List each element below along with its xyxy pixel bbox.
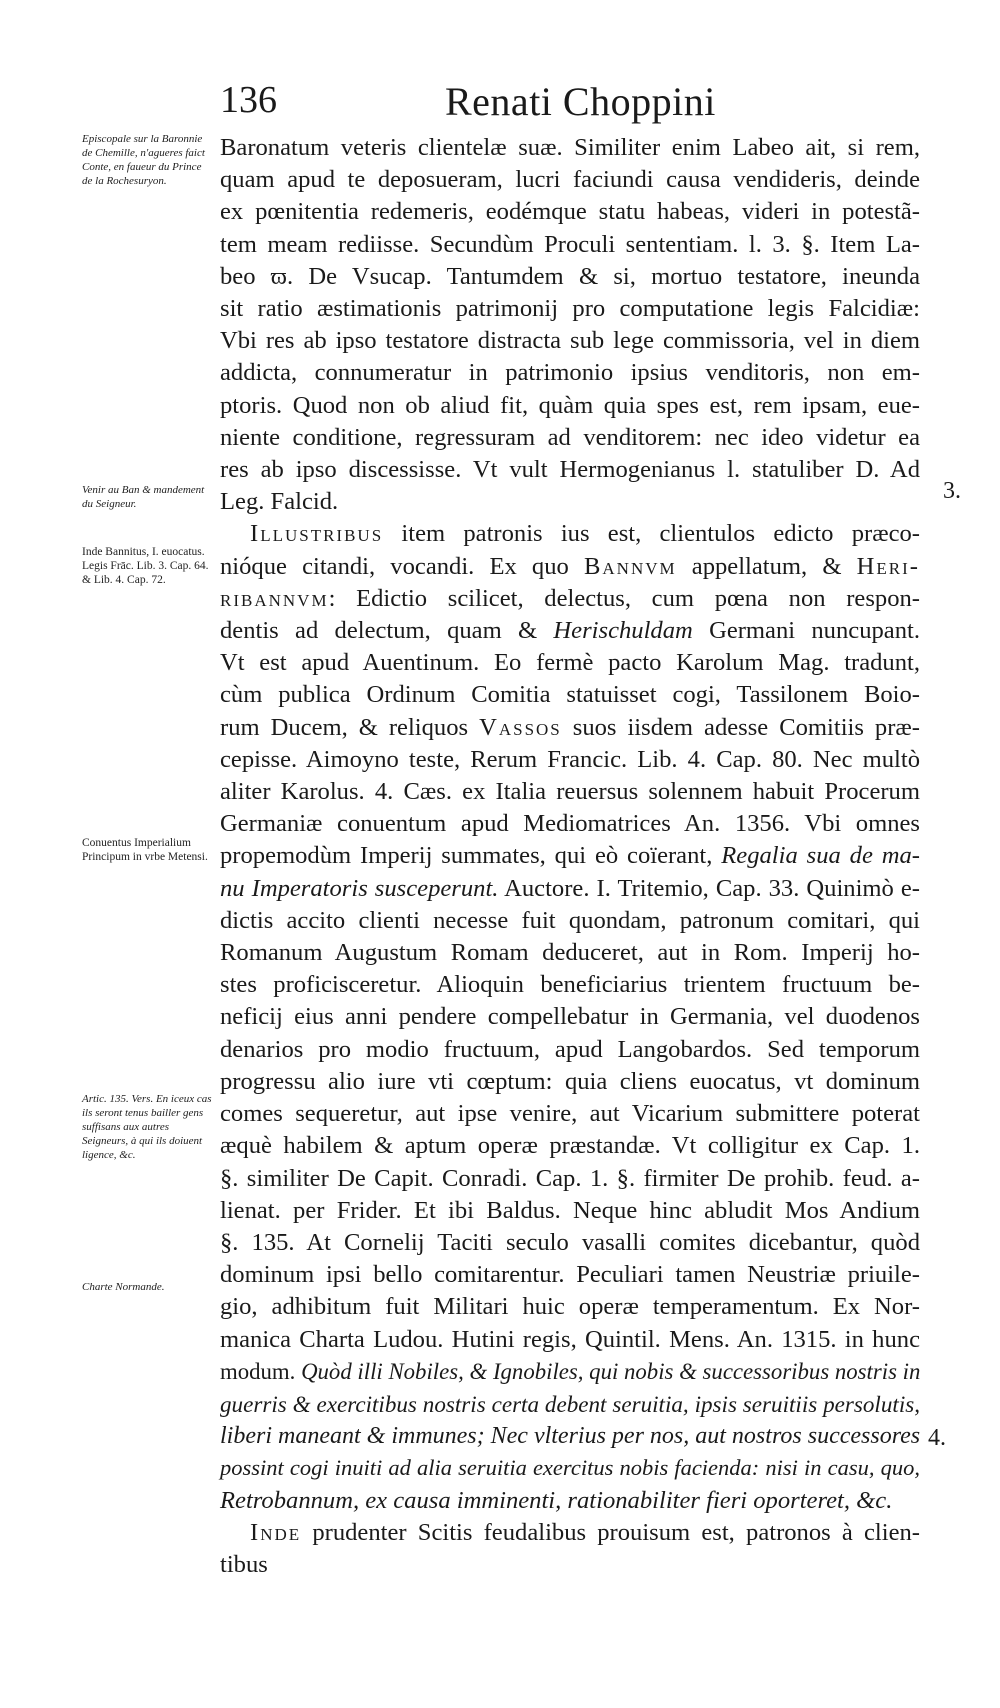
- text-line: [220, 551, 920, 583]
- text-line: Germaniæ conuentum apud Mediomatrices An. 1356. Vbi omnes: [220, 810, 920, 838]
- page-header: [0, 78, 1000, 124]
- text-line: [220, 840, 920, 872]
- italic-span: possint cogi inuiti ad alia seruitia exercitus nobis facienda: nisi in casu, quo,: [220, 1455, 920, 1481]
- text-span: : Edictio scilicet, delectus, cum pœna non respon-: [328, 584, 920, 612]
- text-line: Leg. Falcid.: [220, 488, 339, 516]
- small-caps-word: ribannvm: [220, 584, 329, 612]
- text-line: addicta, connumeratur in patrimonio ipsius venditoris, non em-: [220, 359, 920, 387]
- text-line: ptoris. Quod non ob aliud fit, quàm quia spes est, rem ipsam, eue-: [220, 391, 920, 419]
- text-line: §. similiter De Capit. Conradi. Cap. 1. §. firmiter De prohib. feud. a-: [220, 1164, 920, 1192]
- margin-note: Charte Normande.: [82, 1281, 165, 1293]
- italic-line: [220, 1452, 920, 1484]
- italic-word: Herischuldam: [553, 617, 693, 645]
- text-line: dictis accito clienti necesse fuit quondam, patronum comitari, qui: [220, 906, 920, 934]
- margin-note: Inde Bannitus, I. euocatus. Legis Frāc. Lib. 3. Cap. 64. & Lib. 4. Cap. 72.: [82, 546, 209, 586]
- catchword: tibus: [220, 1550, 268, 1578]
- text-line: beo ϖ. De Vsucap. Tantumdem & si, mortuo testatore, ineunda: [220, 262, 920, 290]
- italic-span: Regalia sua de ma-: [721, 842, 920, 870]
- text-span: Auctore. I. Tritemio, Cap. 33. Quinimò e-: [504, 874, 920, 902]
- text-span: Germani nuncupant.: [709, 617, 920, 645]
- text-line: tem meam rediisse. Secundùm Proculi sententiam. l. 3. §. Item La-: [220, 230, 920, 258]
- italic-span: liberi maneant & immunes; Nec vlterius per nos, aut nostros successores: [220, 1423, 921, 1450]
- text-line: Vt est apud Auentinum. Eo fermè pacto Karolum Mag. tradunt,: [220, 649, 920, 677]
- text-span: prudenter Scitis feudalibus prouisum est, patronos à clien-: [312, 1518, 921, 1546]
- small-caps-word: Inde: [250, 1518, 302, 1546]
- text-line: neficij eius anni pendere compellebatur in Germania, vel duodenos: [220, 1003, 920, 1031]
- margin-note: Artic. 135. Vers. En iceux cas ils seront tenus bailler gens suffisans aux autres Seigneurs, à qui ils doiuent ligence, &c.: [82, 1093, 212, 1161]
- text-line: æquè habilem & aptum operæ præstandæ. Vt colligitur ex Cap. 1.: [220, 1132, 920, 1160]
- text-line: progressu alio iure vti cœptum: quia cliens euocatus, vt dominum: [220, 1067, 920, 1095]
- italic-span: nu Imperatoris susceperunt.: [220, 874, 499, 902]
- text-line: stes proficisceretur. Alioquin beneficiarius trientem fructuum be-: [220, 971, 920, 999]
- text-line: cùm publica Ordinum Comitia statuisset cogi, Tassilonem Boio-: [220, 681, 920, 709]
- text-line: comes sequeretur, aut ipse venire, aut Vicarium submittere poterat: [220, 1100, 920, 1128]
- text-line: [220, 1517, 920, 1549]
- text-line: Romanum Augustum Romam deduceret, aut in Rom. Imperij ho-: [220, 939, 920, 967]
- text-line: [220, 1356, 920, 1388]
- text-span: suos iisdem adesse Comitiis præ-: [572, 713, 920, 741]
- small-caps-word: Bannvm: [583, 552, 677, 580]
- text-line: res ab ipso discessisse. Vt vult Hermogenianus l. statuliber D. Ad: [220, 456, 920, 484]
- small-caps-word: Heri-: [856, 552, 920, 580]
- text-line: Baronatum veteris clientelæ suæ. Similiter enim Labeo ait, si rem,: [220, 134, 920, 161]
- italic-span: Retrobannum, ex causa imminenti, rationabiliter fieri oporteret, &c.: [220, 1486, 893, 1514]
- text-line: gio, adhibitum fuit Militari huic operæ temperamentum. Ex Nor-: [220, 1293, 920, 1321]
- text-line: Vbi res ab ipso testatore distracta sub lege commissoria, vel in diem: [220, 327, 920, 355]
- text-span: modum.: [220, 1358, 296, 1384]
- italic-line: [220, 1388, 920, 1420]
- text-line: lienat. per Frider. Et ibi Baldus. Neque hinc abludit Mos Andium: [220, 1196, 920, 1224]
- text-line: [220, 583, 920, 615]
- margin-note: Conuentus Imperialium Principum in vrbe Metensi.: [82, 837, 208, 863]
- text-line: sit ratio æstimationis patrimonij pro computatione legis Falcidiæ:: [220, 295, 920, 323]
- margin-note: Episcopale sur la Baronnie de Chemille, n'agueres faict Conte, en faueur du Prince de la Rochesuryon.: [82, 133, 205, 187]
- text-line: cepisse. Aimoyno teste, Rerum Francic. Lib. 4. Cap. 80. Nec multò: [220, 745, 920, 773]
- italic-span: guerris & exercitibus nostris certa debent seruitia, ipsis seruitiis persolutis,: [220, 1390, 920, 1417]
- text-line: aliter Karolus. 4. Cæs. ex Italia reuersus solennem habuit Procerum: [220, 778, 920, 806]
- main-text: [220, 132, 920, 1581]
- paragraph-number: 3.: [943, 478, 961, 504]
- text-span: nióque citandi, vocandi. Ex quo: [220, 552, 569, 580]
- text-span: item patronis ius est, clientulos edicto præco-: [401, 520, 920, 548]
- italic-line: [220, 1420, 920, 1452]
- paragraph-number: 4.: [928, 1425, 946, 1451]
- margin-note: Venir au Ban & mandement du Seigneur.: [82, 484, 205, 510]
- small-caps-word: Illustribus: [250, 520, 384, 548]
- running-title: Renati Choppini: [445, 79, 716, 124]
- small-caps-word: Vassos: [479, 713, 562, 741]
- italic-line: [220, 1485, 920, 1517]
- text-line: quam apud te deposueram, lucri faciundi causa vendideris, deinde: [220, 166, 920, 194]
- italic-span: Quòd illi Nobiles, & Ignobiles, qui nobis & successoribus nostris in: [301, 1358, 921, 1384]
- text-line: niente conditione, regressuram ad venditorem: nec ideo videtur ea: [220, 423, 920, 451]
- text-span: dentis ad delectum, quam &: [220, 617, 538, 645]
- text-line: dominum ipsi bello comitarentur. Peculiari tamen Neustriæ priuile-: [220, 1261, 920, 1289]
- text-span: propemodùm Imperij summates, qui eò coïerant,: [220, 842, 713, 870]
- text-line: §. 135. At Cornelij Taciti seculo vasalli comites dicebantur, quòd: [220, 1228, 920, 1256]
- text-line: [220, 873, 920, 905]
- text-span: appellatum, &: [691, 552, 842, 580]
- text-line: manica Charta Ludou. Hutini regis, Quintil. Mens. An. 1315. in hunc: [220, 1325, 920, 1353]
- text-line: denarios pro modio fructuum, apud Langobardos. Sed temporum: [220, 1035, 920, 1063]
- text-line: [220, 518, 920, 550]
- text-line: ex pœnitentia redemeris, eodémque statu habeas, videri in potestã-: [220, 198, 920, 226]
- page-number: 136: [220, 79, 277, 121]
- text-line: [220, 712, 920, 744]
- text-line: [220, 615, 920, 647]
- text-span: rum Ducem, & reliquos: [220, 713, 469, 741]
